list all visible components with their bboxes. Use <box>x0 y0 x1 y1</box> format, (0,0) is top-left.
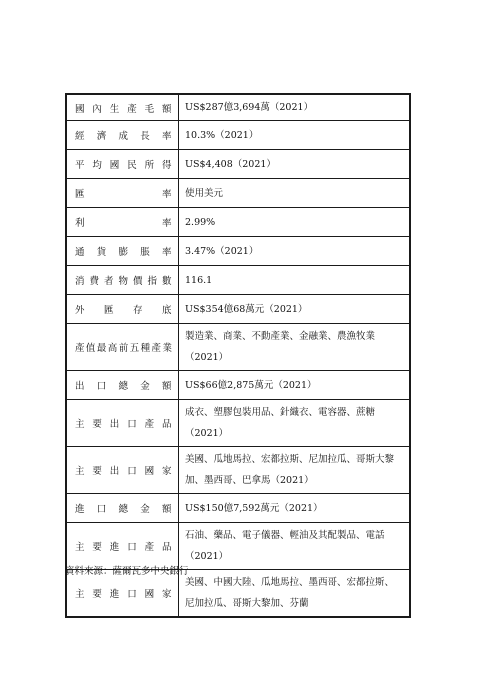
row-value: 石油、藥品、電子儀器、輕油及其配製品、電話（2021） <box>179 523 411 570</box>
table-row <box>66 208 410 237</box>
row-label: 匯率 <box>75 189 172 200</box>
row-label: 國內生產毛額 <box>75 103 172 115</box>
row-value: US$66億2,875萬元（2021） <box>179 371 411 400</box>
row-label: 利率 <box>75 218 172 229</box>
row-label-cell <box>66 150 179 179</box>
row-label: 主要出口產品 <box>75 419 172 430</box>
row-value: US$354億68萬元（2021） <box>179 295 411 324</box>
row-label-cell <box>66 179 179 208</box>
row-label-cell <box>66 266 179 295</box>
row-value: US$287億3,694萬（2021） <box>179 94 411 121</box>
table-row <box>66 121 410 150</box>
row-value: 製造業、商業、不動產業、金融業、農漁牧業（2021） <box>179 324 411 371</box>
row-label: 主要進口國家 <box>75 589 172 600</box>
row-label: 主要出口國家 <box>75 466 172 477</box>
row-value: 116.1 <box>179 266 411 295</box>
table-row <box>66 494 410 523</box>
row-label: 通貨膨脹率 <box>75 247 172 258</box>
row-value: 成衣、塑膠包裝用品、針織衣、電容器、蔗糖（2021） <box>179 400 411 447</box>
row-label: 出口總金額 <box>75 381 172 392</box>
row-label-cell <box>66 400 179 447</box>
table-row <box>66 94 410 121</box>
row-label: 主要進口產品 <box>75 542 172 553</box>
table-row <box>66 179 410 208</box>
row-label-cell <box>66 295 179 324</box>
row-label-cell <box>66 494 179 523</box>
row-value: US$4,408（2021） <box>179 150 411 179</box>
economic-indicators-table <box>65 93 411 618</box>
row-label-cell <box>66 208 179 237</box>
row-value: 美國、瓜地馬拉、宏都拉斯、尼加拉瓜、哥斯大黎加、墨西哥、巴拿馬（2021） <box>179 447 411 494</box>
row-label: 外匯存底 <box>75 305 172 316</box>
row-label: 經濟成長率 <box>75 131 172 142</box>
row-label-cell <box>66 324 179 371</box>
table-row <box>66 371 410 400</box>
row-label: 進口總金額 <box>75 504 172 515</box>
table-body <box>66 94 410 617</box>
table-row <box>66 400 410 447</box>
row-label-cell <box>66 237 179 266</box>
row-value: 2.99% <box>179 208 411 237</box>
row-label-cell <box>66 94 179 121</box>
row-value: 美國、中國大陸、瓜地馬拉、墨西哥、宏都拉斯、尼加拉瓜、哥斯大黎加、芬蘭 <box>179 570 411 618</box>
table-row <box>66 266 410 295</box>
row-label-cell <box>66 447 179 494</box>
row-label: 消費者物價指數 <box>75 276 172 287</box>
row-value: 3.47%（2021） <box>179 237 411 266</box>
row-value: US$150億7,592萬元（2021） <box>179 494 411 523</box>
row-label: 產值最高前五種產業 <box>75 343 172 354</box>
row-label-cell <box>66 371 179 400</box>
row-value: 使用美元 <box>179 179 411 208</box>
table-row <box>66 324 410 371</box>
source-note: 資料來源：薩爾瓦多中央銀行 <box>65 566 189 577</box>
table-row <box>66 150 410 179</box>
table-row <box>66 295 410 324</box>
row-label-cell <box>66 121 179 150</box>
table-row <box>66 237 410 266</box>
row-value: 10.3%（2021） <box>179 121 411 150</box>
row-label: 平均國民所得 <box>75 160 172 171</box>
table-row <box>66 447 410 494</box>
